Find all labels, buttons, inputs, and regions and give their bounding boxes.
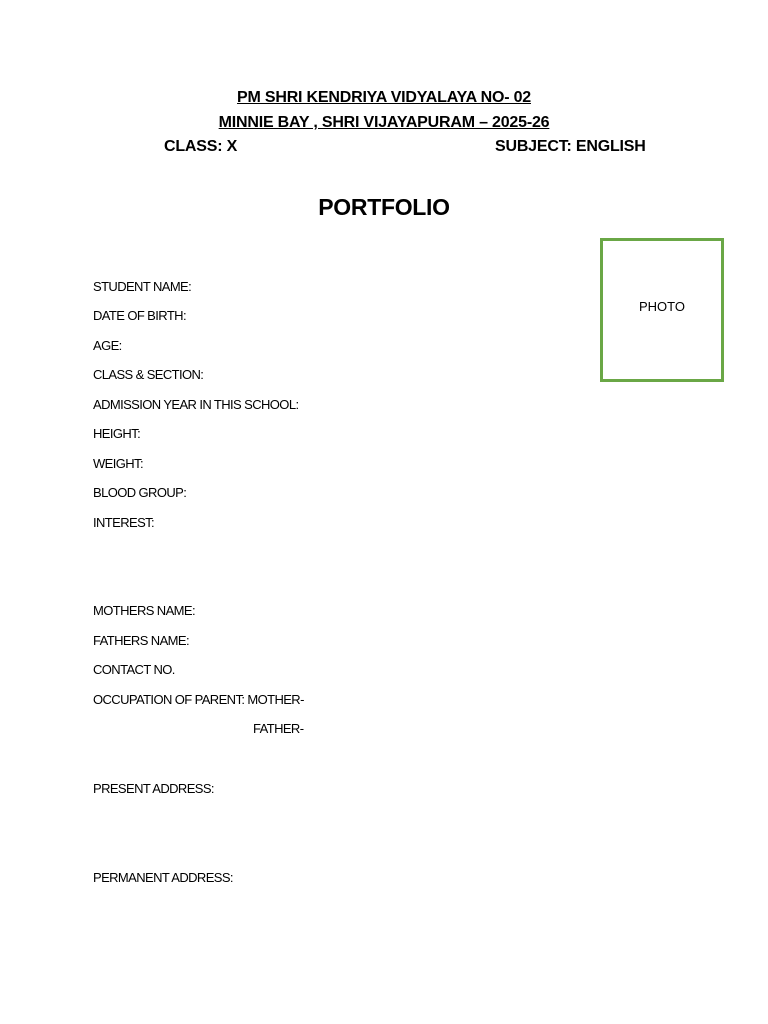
class-label: CLASS: X: [164, 138, 238, 155]
field-fathers-name: FATHERS NAME:: [93, 633, 189, 648]
field-present-address: PRESENT ADDRESS:: [93, 781, 214, 796]
field-class-section: CLASS & SECTION:: [93, 367, 204, 382]
subject-label: SUBJECT: ENGLISH: [495, 138, 646, 155]
field-blood-group: BLOOD GROUP:: [93, 485, 187, 500]
photo-label: PHOTO: [639, 299, 685, 314]
field-height: HEIGHT:: [93, 426, 141, 441]
school-location-heading: MINNIE BAY , SHRI VIJAYAPURAM – 2025-26: [218, 114, 550, 131]
field-occupation-father: FATHER-: [253, 721, 304, 736]
photo-box: [600, 238, 724, 382]
field-permanent-address: PERMANENT ADDRESS:: [93, 870, 233, 885]
field-student-name: STUDENT NAME:: [93, 279, 192, 294]
school-name-heading: PM SHRI KENDRIYA VIDYALAYA NO- 02: [237, 89, 531, 106]
document-title: PORTFOLIO: [318, 194, 450, 220]
field-mothers-name: MOTHERS NAME:: [93, 603, 195, 618]
field-weight: WEIGHT:: [93, 456, 143, 471]
field-admission-year: ADMISSION YEAR IN THIS SCHOOL:: [93, 397, 299, 412]
field-contact-no: CONTACT NO.: [93, 662, 175, 677]
field-date-of-birth: DATE OF BIRTH:: [93, 308, 186, 323]
field-interest: INTEREST:: [93, 515, 155, 530]
field-age: AGE:: [93, 338, 122, 353]
field-occupation-mother: OCCUPATION OF PARENT: MOTHER-: [93, 692, 304, 707]
